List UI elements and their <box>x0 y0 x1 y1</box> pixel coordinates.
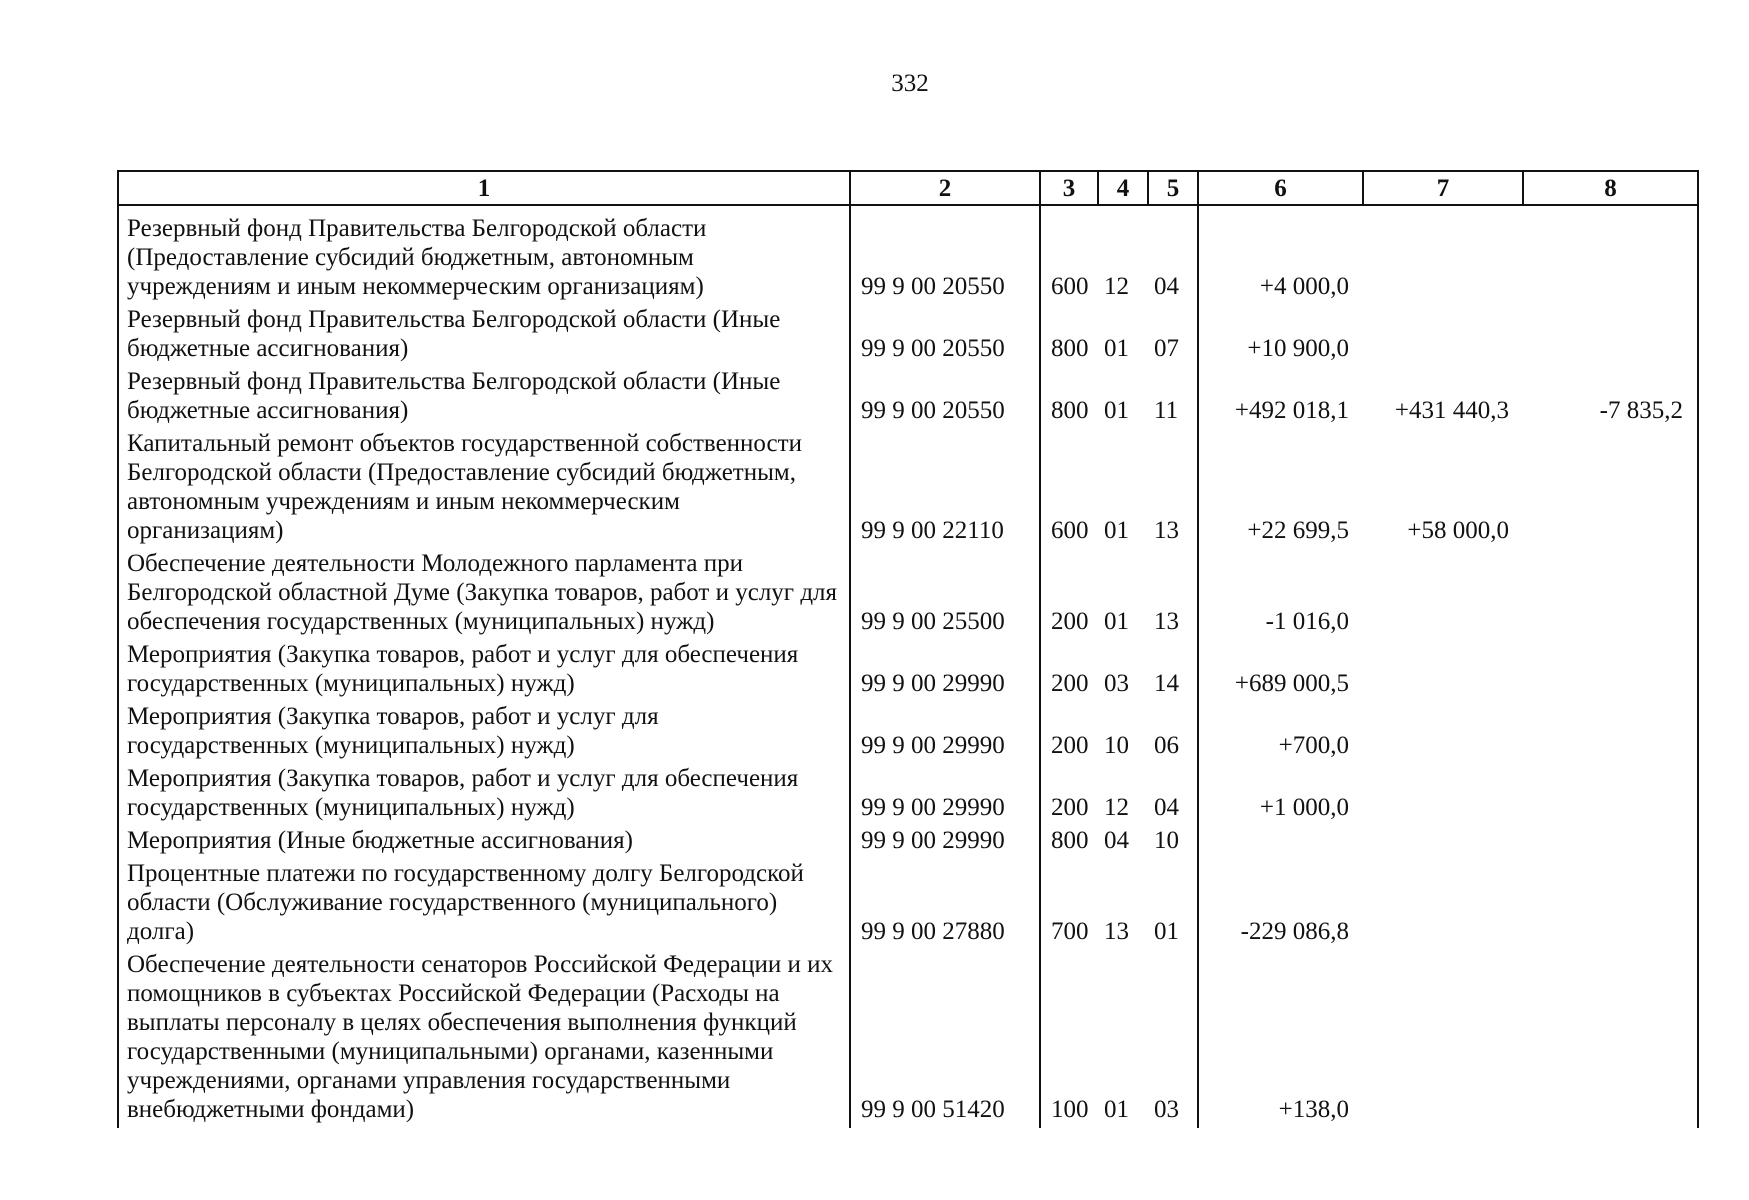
row-col-7 <box>1363 948 1523 1128</box>
row-col-3: 700 <box>1040 857 1098 948</box>
table-row <box>118 948 1698 1128</box>
table-row <box>118 638 1698 700</box>
row-col-8 <box>1523 303 1698 365</box>
row-col-6: -229 086,8 <box>1240 918 1349 945</box>
header-col-5: 5 <box>1148 171 1198 205</box>
row-col-8 <box>1523 427 1698 547</box>
row-col-6: -1 016,0 <box>1265 608 1349 635</box>
row-col-8 <box>1523 700 1698 762</box>
row-col-4: 10 <box>1104 732 1129 759</box>
row-col-3: 800 <box>1040 303 1098 365</box>
row-col-7: +431 440,3 <box>1394 397 1509 424</box>
table-row <box>118 700 1698 762</box>
row-col-4: 03 <box>1104 670 1129 697</box>
header-col-2: 2 <box>850 171 1040 205</box>
row-name: Резервный фонд Правительства Белгородской области (Предоставление субсидий бюджетным, автономным учреждениям и иным некоммерческим организациям) <box>118 205 850 303</box>
row-col-7 <box>1363 205 1523 303</box>
row-col-6: +22 699,5 <box>1247 517 1349 544</box>
row-col-3: 100 <box>1040 948 1098 1128</box>
table-row <box>118 824 1698 857</box>
table-row <box>118 303 1698 365</box>
header-row <box>118 171 1698 205</box>
row-col-5: 14 <box>1148 638 1198 700</box>
row-col-8 <box>1523 824 1698 857</box>
row-code: 99 9 00 20550 <box>850 365 1040 427</box>
row-col-4: 12 <box>1104 794 1129 821</box>
row-col-3: 200 <box>1040 638 1098 700</box>
row-code: 99 9 00 29990 <box>850 824 1040 857</box>
row-col-4: 13 <box>1104 918 1129 945</box>
row-col-5: 13 <box>1148 427 1198 547</box>
row-col-5: 07 <box>1148 303 1198 365</box>
table-row <box>118 427 1698 547</box>
row-col-6: +4 000,0 <box>1259 273 1349 300</box>
row-col-5: 04 <box>1148 205 1198 303</box>
row-col-5: 01 <box>1148 857 1198 948</box>
row-col-3: 200 <box>1040 762 1098 824</box>
row-col-5: 06 <box>1148 700 1198 762</box>
row-col-4: 01 <box>1104 1096 1129 1123</box>
row-name: Мероприятия (Закупка товаров, работ и услуг для обеспечения государственных (муниципальных) нужд) <box>118 638 850 700</box>
row-code: 99 9 00 29990 <box>850 638 1040 700</box>
header-col-1: 1 <box>118 171 850 205</box>
row-name: Капитальный ремонт объектов государственной собственности Белгородской области (Предоставление субсидий бюджетным, автономным учреждениям и иным некоммерческим организациям) <box>118 427 850 547</box>
row-col-3: 800 <box>1040 824 1098 857</box>
row-name: Резервный фонд Правительства Белгородской области (Иные бюджетные ассигнования) <box>118 303 850 365</box>
row-col-7 <box>1363 762 1523 824</box>
row-name: Обеспечение деятельности сенаторов Российской Федерации и их помощников в субъектах Российской Федерации (Расходы на выплаты персоналу в целях обеспечения выполнения функций государственными (муниципальными) органами, казенными учреждениями, органами управления государственными внебюджетными фондами) <box>118 948 850 1128</box>
row-col-6: +138,0 <box>1278 1096 1349 1123</box>
table-body <box>118 205 1698 1128</box>
row-col-3: 600 <box>1040 427 1098 547</box>
header-col-4: 4 <box>1098 171 1148 205</box>
row-col-6: +700,0 <box>1278 732 1349 759</box>
row-col-7 <box>1363 857 1523 948</box>
row-col-8: -7 835,2 <box>1523 365 1698 427</box>
row-col-7 <box>1363 547 1523 638</box>
row-name: Мероприятия (Иные бюджетные ассигнования) <box>118 824 850 857</box>
row-col-7 <box>1363 700 1523 762</box>
row-col-5: 11 <box>1148 365 1198 427</box>
row-code: 99 9 00 20550 <box>850 303 1040 365</box>
row-col-4: 01 <box>1104 517 1129 544</box>
row-col-5: 03 <box>1148 948 1198 1128</box>
row-col-7: +58 000,0 <box>1407 517 1509 544</box>
header-col-7: 7 <box>1363 171 1523 205</box>
row-col-8 <box>1523 205 1698 303</box>
row-name: Процентные платежи по государственному долгу Белгородской области (Обслуживание государственного (муниципального) долга) <box>118 857 850 948</box>
row-col-4: 12 <box>1104 273 1129 300</box>
row-col-5: 13 <box>1148 547 1198 638</box>
row-col-4: 01 <box>1104 608 1129 635</box>
row-col-5: 04 <box>1148 762 1198 824</box>
row-col-6: +1 000,0 <box>1259 794 1349 821</box>
row-col-8 <box>1523 857 1698 948</box>
row-col-6: +689 000,5 <box>1234 670 1349 697</box>
row-col-6: +492 018,1 <box>1234 397 1349 424</box>
row-col-8 <box>1523 948 1698 1128</box>
row-col-3: 800 <box>1040 365 1098 427</box>
header-col-3: 3 <box>1040 171 1098 205</box>
row-col-3: 600 <box>1040 205 1098 303</box>
row-code: 99 9 00 51420 <box>850 948 1040 1128</box>
header-col-8: 8 <box>1523 171 1698 205</box>
row-code: 99 9 00 20550 <box>850 205 1040 303</box>
row-code: 99 9 00 29990 <box>850 762 1040 824</box>
row-code: 99 9 00 22110 <box>850 427 1040 547</box>
row-col-4: 04 <box>1104 827 1129 854</box>
row-col-7 <box>1363 303 1523 365</box>
row-col-8 <box>1523 547 1698 638</box>
row-col-6 <box>1198 824 1363 857</box>
row-name: Мероприятия (Закупка товаров, работ и услуг для обеспечения государственных (муниципальных) нужд) <box>118 762 850 824</box>
row-name: Обеспечение деятельности Молодежного парламента при Белгородской областной Думе (Закупка товаров, работ и услуг для обеспечения государственных (муниципальных) нужд) <box>118 547 850 638</box>
table-row <box>118 205 1698 303</box>
header-col-6: 6 <box>1198 171 1363 205</box>
row-col-7 <box>1363 824 1523 857</box>
row-name: Резервный фонд Правительства Белгородской области (Иные бюджетные ассигнования) <box>118 365 850 427</box>
table-row <box>118 857 1698 948</box>
row-col-8 <box>1523 638 1698 700</box>
row-col-4: 01 <box>1104 335 1129 362</box>
budget-table <box>117 170 1699 1128</box>
row-code: 99 9 00 29990 <box>850 700 1040 762</box>
row-code: 99 9 00 27880 <box>850 857 1040 948</box>
row-col-5: 10 <box>1148 824 1198 857</box>
row-code: 99 9 00 25500 <box>850 547 1040 638</box>
page-number: 332 <box>891 70 929 97</box>
row-col-6: +10 900,0 <box>1247 335 1349 362</box>
row-col-8 <box>1523 762 1698 824</box>
row-col-3: 200 <box>1040 700 1098 762</box>
table-row <box>118 762 1698 824</box>
table-row <box>118 547 1698 638</box>
row-name: Мероприятия (Закупка товаров, работ и услуг для государственных (муниципальных) нужд) <box>118 700 850 762</box>
row-col-4: 01 <box>1104 397 1129 424</box>
row-col-3: 200 <box>1040 547 1098 638</box>
row-col-7 <box>1363 638 1523 700</box>
table-row <box>118 365 1698 427</box>
